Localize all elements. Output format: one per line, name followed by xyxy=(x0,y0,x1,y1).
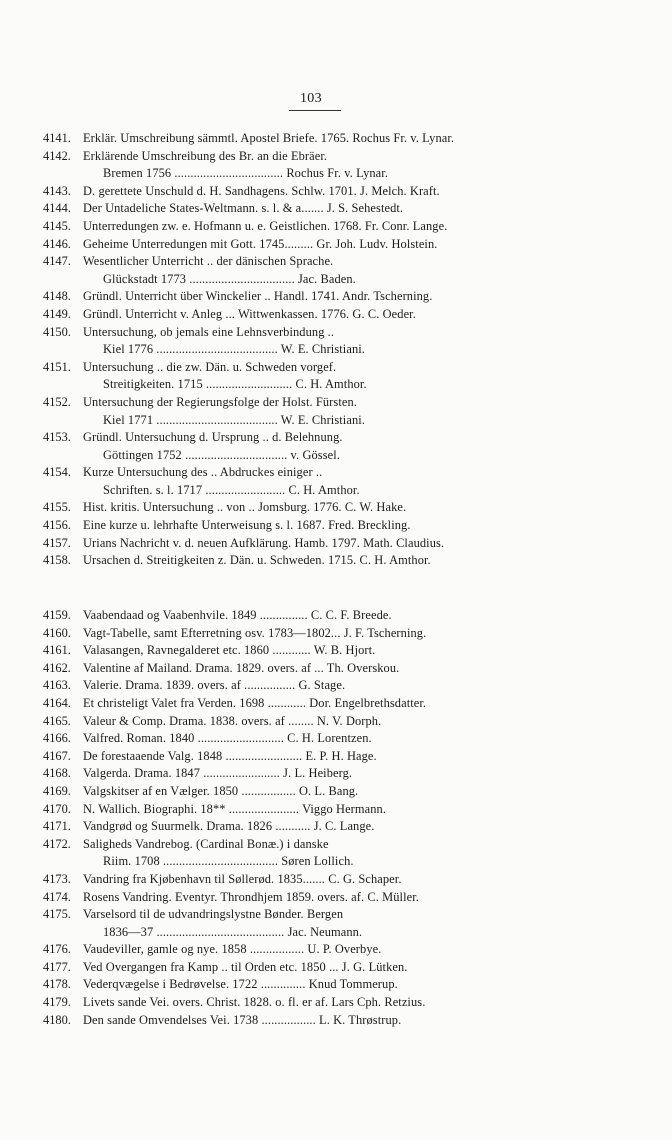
catalog-entry xyxy=(43,625,643,643)
entry-text: Bremen 1756 .................................. Rochus Fr. v. Lynar. xyxy=(103,166,389,181)
entry-number: 4148. xyxy=(43,289,71,304)
entry-text: Ved Overgangen fra Kamp .. til Orden etc. 1850 ... J. G. Lütken. xyxy=(83,959,408,974)
entry-text: Gründl. Untersuchung d. Ursprung .. d. Belehnung. xyxy=(83,430,343,445)
catalog-entry xyxy=(43,499,643,517)
entry-text: Rosens Vandring. Eventyr. Throndhjem 1859. overs. af. C. Müller. xyxy=(83,889,419,904)
catalog-entry-continuation xyxy=(43,853,643,871)
catalog-entry xyxy=(43,130,643,148)
entry-number: 4158. xyxy=(43,553,71,568)
catalog-entry-continuation xyxy=(43,447,643,465)
catalog-entry xyxy=(43,871,643,889)
catalog-section-b xyxy=(43,607,643,1029)
entry-text: Den sande Omvendelses Vei. 1738 ................. L. K. Thrøstrup. xyxy=(83,1012,402,1027)
catalog-entry xyxy=(43,236,643,254)
entry-text: Valfred. Roman. 1840 ........................... C. H. Lorentzen. xyxy=(83,731,372,746)
entry-text: Erklär. Umschreibung sämmtl. Apostel Briefe. 1765. Rochus Fr. v. Lynar. xyxy=(83,131,455,145)
catalog-entry xyxy=(43,200,643,218)
catalog-entry xyxy=(43,660,643,678)
catalog-entry-continuation xyxy=(43,482,643,500)
entry-number: 4157. xyxy=(43,535,71,550)
entry-number xyxy=(43,482,83,500)
entry-text: Vaabendaad og Vaabenhvile. 1849 ............... C. C. F. Breede. xyxy=(83,608,392,622)
catalog-entry xyxy=(43,976,643,994)
entry-number: 4175. xyxy=(43,907,71,922)
catalog-entry xyxy=(43,288,643,306)
entry-number: 4167. xyxy=(43,748,71,763)
entry-number: 4169. xyxy=(43,783,71,798)
catalog-entry xyxy=(43,818,643,836)
entry-text: De forestaaende Valg. 1848 ........................ E. P. H. Hage. xyxy=(83,748,377,763)
catalog-entry xyxy=(43,517,643,535)
catalog-entry xyxy=(43,713,643,731)
entry-number: 4177. xyxy=(43,959,71,974)
entry-number: 4179. xyxy=(43,995,71,1010)
entry-number xyxy=(43,271,83,289)
entry-number: 4165. xyxy=(43,713,71,728)
entry-number xyxy=(43,853,83,871)
entry-text: Vederqvægelse i Bedrøvelse. 1722 .............. Knud Tommerup. xyxy=(83,977,398,992)
catalog-entry-continuation xyxy=(43,165,643,183)
entry-number xyxy=(43,924,83,942)
entry-text: Kiel 1771 ...................................... W. E. Christiani. xyxy=(103,412,365,427)
entry-number: 4174. xyxy=(43,889,71,904)
catalog-entry xyxy=(43,1012,643,1030)
entry-text: Wesentlicher Unterricht .. der dänischen Sprache. xyxy=(83,254,334,269)
entry-text: Vagt-Tabelle, samt Efterretning osv. 1783—1802... J. F. Tscherning. xyxy=(83,625,427,640)
page-number-rule xyxy=(289,110,341,111)
entry-text: 1836—37 ........................................ Jac. Neumann. xyxy=(103,924,363,939)
entry-number xyxy=(43,341,83,359)
catalog-entry xyxy=(43,748,643,766)
entry-text: Valgskitser af en Vælger. 1850 ................. O. L. Bang. xyxy=(83,783,359,798)
entry-text: N. Wallich. Biographi. 18** ...................... Viggo Hermann. xyxy=(83,801,387,816)
entry-number xyxy=(43,165,83,183)
entry-text: Geheime Unterredungen mit Gott. 1745......... Gr. Joh. Ludv. Holstein. xyxy=(83,236,438,251)
catalog-entry xyxy=(43,607,643,625)
catalog-entry xyxy=(43,765,643,783)
entry-number: 4141. xyxy=(43,131,71,145)
catalog-entry xyxy=(43,801,643,819)
catalog-entry xyxy=(43,306,643,324)
entry-text: Saligheds Vandrebog. (Cardinal Bonæ.) i danske xyxy=(83,836,329,851)
catalog-entry xyxy=(43,642,643,660)
catalog-entry xyxy=(43,218,643,236)
entry-text: Untersuchung der Regierungsfolge der Holst. Fürsten. xyxy=(83,394,357,409)
catalog-entry xyxy=(43,183,643,201)
catalog-entry-continuation xyxy=(43,271,643,289)
catalog-entry xyxy=(43,535,643,553)
entry-text: Gründl. Unterricht v. Anleg ... Wittwenkassen. 1776. G. C. Oeder. xyxy=(83,306,416,321)
entry-number: 4152. xyxy=(43,394,71,409)
entry-text: Unterredungen zw. e. Hofmann u. e. Geistlichen. 1768. Fr. Conr. Lange. xyxy=(83,218,448,233)
entry-text: Vaudeviller, gamle og nye. 1858 ................. U. P. Overbye. xyxy=(83,942,382,957)
entry-text: Valeur & Comp. Drama. 1838. overs. af ........ N. V. Dorph. xyxy=(83,713,382,728)
entry-number: 4160. xyxy=(43,625,71,640)
catalog-entry xyxy=(43,959,643,977)
catalog-entry xyxy=(43,836,643,854)
entry-text: Erklärende Umschreibung des Br. an die Ebräer. xyxy=(83,148,328,163)
entry-text: Streitigkeiten. 1715 ........................... C. H. Amthor. xyxy=(103,377,367,392)
entry-number: 4173. xyxy=(43,871,71,886)
entry-text: Ursachen d. Streitigkeiten z. Dän. u. Schweden. 1715. C. H. Amthor. xyxy=(83,553,431,568)
entry-text: Valasangen, Ravnegalderet etc. 1860 ............ W. B. Hjort. xyxy=(83,643,376,658)
entry-number: 4162. xyxy=(43,660,71,675)
entry-text: Kiel 1776 ...................................... W. E. Christiani. xyxy=(103,342,365,357)
entry-number: 4149. xyxy=(43,306,71,321)
entry-text: Et christeligt Valet fra Verden. 1698 ............ Dor. Engelbrethsdatter. xyxy=(83,695,427,710)
page-number: 103 xyxy=(300,91,322,106)
entry-text: Vandgrød og Suurmelk. Drama. 1826 ........... J. C. Lange. xyxy=(83,819,375,834)
catalog-entry xyxy=(43,783,643,801)
entry-number: 4147. xyxy=(43,254,71,269)
entry-text: Urians Nachricht v. d. neuen Aufklärung. Hamb. 1797. Math. Claudius. xyxy=(83,535,445,550)
entry-number: 4170. xyxy=(43,801,71,816)
entry-text: Kurze Untersuchung des .. Abdruckes einiger .. xyxy=(83,465,323,480)
entry-number: 4168. xyxy=(43,766,71,781)
catalog-entry xyxy=(43,941,643,959)
entry-text: Eine kurze u. lehrhafte Unterweisung s. l. 1687. Fred. Breckling. xyxy=(83,518,411,533)
catalog-entry-continuation xyxy=(43,924,643,942)
entry-text: Valerie. Drama. 1839. overs. af ................ G. Stage. xyxy=(83,678,346,693)
catalog-entry xyxy=(43,994,643,1012)
entry-text: Varselsord til de udvandringslystne Bønder. Bergen xyxy=(83,907,344,922)
entry-number: 4151. xyxy=(43,359,71,374)
catalog-entry xyxy=(43,394,643,412)
entry-text: Vandring fra Kjøbenhavn til Søllerød. 1835....... C. G. Schaper. xyxy=(83,871,402,886)
catalog-entry-continuation xyxy=(43,376,643,394)
entry-text: Glückstadt 1773 ................................. Jac. Baden. xyxy=(103,271,356,286)
catalog-entry xyxy=(43,253,643,271)
catalog-entry-continuation xyxy=(43,341,643,359)
entry-number xyxy=(43,376,83,394)
catalog-entry xyxy=(43,552,643,570)
entry-number: 4159. xyxy=(43,608,71,622)
entry-number: 4163. xyxy=(43,678,71,693)
catalog-entry xyxy=(43,677,643,695)
entry-number: 4144. xyxy=(43,201,71,216)
entry-number: 4156. xyxy=(43,518,71,533)
entry-number: 4145. xyxy=(43,218,71,233)
entry-number: 4164. xyxy=(43,695,71,710)
entry-number: 4153. xyxy=(43,430,71,445)
catalog-entry xyxy=(43,464,643,482)
catalog-entry xyxy=(43,359,643,377)
entry-number xyxy=(43,412,83,430)
catalog-entry xyxy=(43,695,643,713)
entry-number: 4171. xyxy=(43,819,71,834)
entry-text: Hist. kritis. Untersuchung .. von .. Jomsburg. 1776. C. W. Hake. xyxy=(83,500,407,515)
catalog-entry xyxy=(43,148,643,166)
entry-text: Untersuchung .. die zw. Dän. u. Schweden vorgef. xyxy=(83,359,337,374)
entry-text: Gründl. Unterricht über Winckelier .. Handl. 1741. Andr. Tscherning. xyxy=(83,289,433,304)
entry-text: Schriften. s. l. 1717 ......................... C. H. Amthor. xyxy=(103,482,360,497)
catalog-entry xyxy=(43,730,643,748)
entry-text: Untersuchung, ob jemals eine Lehnsverbindung .. xyxy=(83,324,335,339)
entry-number: 4155. xyxy=(43,500,71,515)
entry-number: 4166. xyxy=(43,731,71,746)
entry-text: Riim. 1708 .................................... Søren Lollich. xyxy=(103,854,354,869)
catalog-entry xyxy=(43,906,643,924)
entry-number: 4143. xyxy=(43,183,71,198)
entry-text: Der Untadeliche States-Weltmann. s. l. & a....... J. S. Sehestedt. xyxy=(83,201,404,216)
catalog-entry xyxy=(43,324,643,342)
entry-text: Valgerda. Drama. 1847 ........................ J. L. Heiberg. xyxy=(83,766,353,781)
catalog-section-a xyxy=(43,130,643,570)
entry-text: Göttingen 1752 ................................ v. Gössel. xyxy=(103,447,340,462)
entry-number: 4142. xyxy=(43,148,71,163)
catalog-entry xyxy=(43,429,643,447)
catalog-entry-continuation xyxy=(43,412,643,430)
entry-number: 4178. xyxy=(43,977,71,992)
entry-text: Valentine af Mailand. Drama. 1829. overs. af ... Th. Overskou. xyxy=(83,660,400,675)
entry-number xyxy=(43,447,83,465)
entry-number: 4172. xyxy=(43,836,71,851)
entry-text: D. gerettete Unschuld d. H. Sandhagens. Schlw. 1701. J. Melch. Kraft. xyxy=(83,183,440,198)
entry-number: 4180. xyxy=(43,1012,71,1027)
entry-number: 4146. xyxy=(43,236,71,251)
entry-number: 4161. xyxy=(43,643,71,658)
entry-text: Livets sande Vei. overs. Christ. 1828. o. fl. er af. Lars Cph. Retzius. xyxy=(83,995,426,1010)
entry-number: 4176. xyxy=(43,942,71,957)
entry-number: 4154. xyxy=(43,465,71,480)
catalog-entry xyxy=(43,889,643,907)
entry-number: 4150. xyxy=(43,324,71,339)
